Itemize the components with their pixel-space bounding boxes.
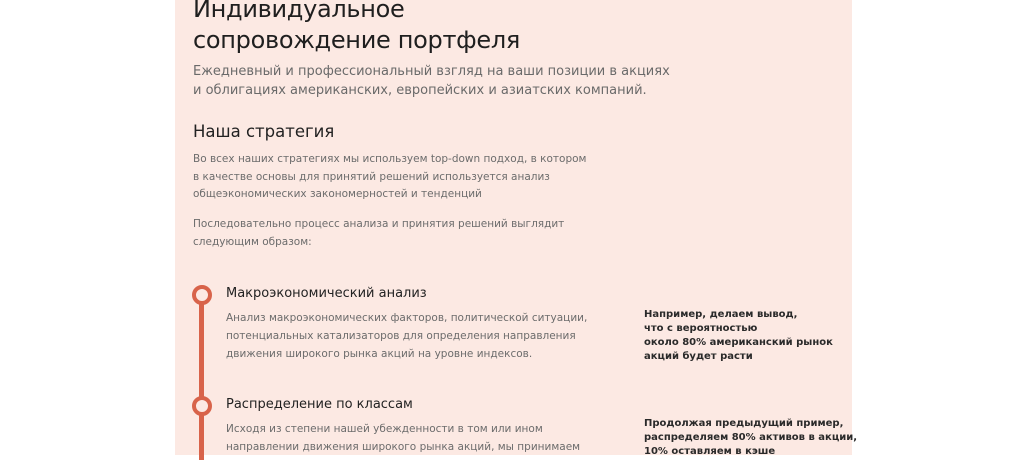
strategy-paragraph-line: Во всех наших стратегиях мы используем top-down подход, в котором — [193, 153, 587, 165]
step-description — [226, 309, 596, 363]
step-description-line: Исходя из степени нашей убежденности в том или ином — [226, 423, 543, 435]
page-subtitle-line: и облигациях американских, европейских и азиатских компаний. — [193, 83, 647, 98]
example-note-line: распределяем 80% активов в акции, — [644, 432, 858, 443]
page-subtitle — [193, 62, 670, 100]
step-description-line: направлении движения широкого рынка акций, мы принимаем — [226, 441, 581, 453]
page-title-line: сопровождение портфеля — [193, 26, 521, 54]
example-note-line: около 80% американский рынок — [644, 337, 833, 348]
example-note-line: акций будет расти — [644, 351, 753, 362]
process-intro-line: Последовательно процесс анализа и принятия решений выглядит — [193, 218, 565, 230]
strategy-heading: Наша стратегия — [193, 122, 335, 141]
step-title-asset-allocation: Распределение по классам — [226, 397, 413, 412]
step-description-line: потенциальных катализаторов для определения направления — [226, 330, 576, 342]
example-note — [644, 308, 844, 364]
example-note-line: Продолжая предыдущий пример, — [644, 418, 844, 429]
strategy-paragraph-line: в качестве основы для принятий решений используется анализ — [193, 170, 550, 183]
process-intro-paragraph — [193, 216, 588, 251]
strategy-paragraph — [193, 151, 588, 204]
example-note-line: 10% оставляем в кэше — [644, 446, 776, 457]
example-note-line: Например, делаем вывод, — [644, 309, 798, 320]
step-description-line: движения широкого рынка акций на уровне индексов. — [226, 348, 533, 360]
step-title-macro-analysis: Макроэкономический анализ — [226, 286, 427, 301]
page-title — [193, 0, 613, 56]
step-description — [226, 420, 596, 456]
process-intro-line: следующим образом: — [193, 235, 312, 248]
timeline-line — [199, 300, 204, 460]
step-description-line: Анализ макроэкономических факторов, политической ситуации, — [226, 312, 588, 324]
strategy-paragraph-line: общеэкономических закономерностей и тенденций — [193, 188, 482, 200]
example-note — [644, 417, 858, 459]
timeline-node-icon — [192, 396, 212, 416]
page-subtitle-line: Ежедневный и профессиональный взгляд на ваши позиции в акциях — [193, 64, 670, 79]
timeline-node-icon — [192, 285, 212, 305]
example-note-line: что с вероятностью — [644, 323, 758, 334]
page-title-line: Индивидуальное — [193, 0, 405, 23]
